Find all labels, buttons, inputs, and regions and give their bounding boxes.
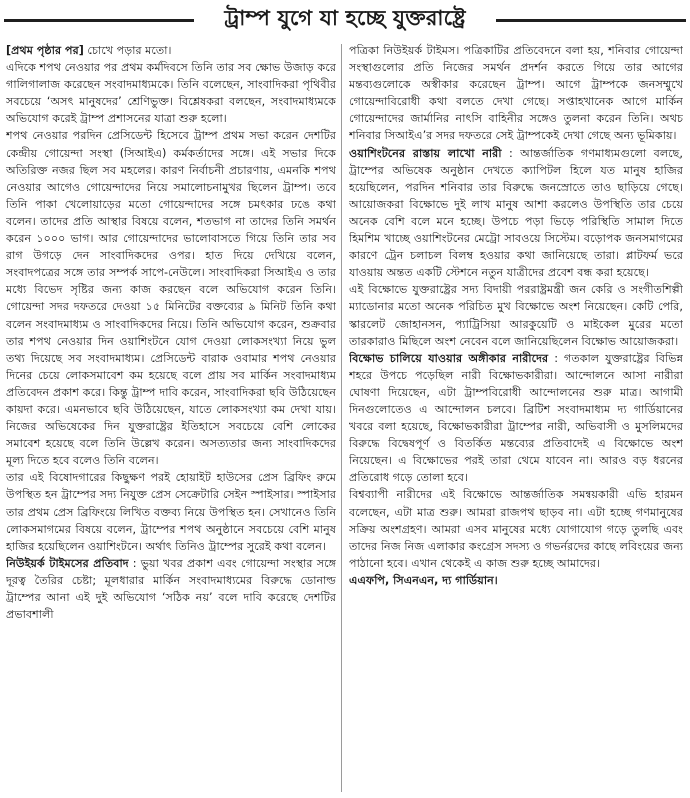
- column-divider: [341, 44, 342, 792]
- headline-rule-left: [4, 19, 194, 22]
- paragraph: [6, 555, 336, 623]
- article-column-right: [349, 42, 683, 794]
- paragraph: বিশ্বব্যাপী নারীদের এই বিক্ষোভে আন্তর্জাতিক সমন্বয়কারী এভি হারমন বলেছেন, এটা মাত্র শুরু। আমরা রাজপথ ছাড়ব না। এটা হচ্ছে গণমানুষের সক্রিয় অংশগ্রহণ। আমরা এসব মানুষের মধ্যে যোগাযোগ গড়ে তুলছি এবং তাদের নিজ নিজ এলাকার কংগ্রেস সদস্য ও গভর্নরদের কাছে লবিংয়ের জন্য পাঠানো হবে। এখান থেকেই এ কাজ শুরু হচ্ছে আমাদের।: [349, 488, 683, 570]
- source-credit: এএফপি, সিএনএন, দ্য গার্ডিয়ান।: [349, 573, 498, 587]
- continuation-marker: [প্রথম পৃষ্ঠার পর]: [6, 44, 84, 57]
- headline: ট্রাম্প যুগে যা হচ্ছে যুক্তরাষ্ট্রে: [224, 5, 466, 30]
- paragraph: [349, 350, 683, 487]
- subheading: নিউইয়র্ক টাইমসের প্রতিবাদ: [6, 556, 129, 570]
- headline-bar: [0, 0, 690, 40]
- paragraph-text: : ভুয়া খবর প্রকাশ এবং গোয়েন্দা সংস্থার সঙ্গে দূরত্ব তৈরির চেষ্টা; মূলধারার মার্কিন সংবাদমাধ্যমের বিরুদ্ধে ডোনাল্ড ট্রাম্পের আনা এই দুই অভিযোগ ‘সঠিক নয়’ বলে দাবি করেছে দেশটির প্রভাবশালী: [6, 556, 336, 622]
- paragraph-text: : গতকাল যুক্তরাষ্ট্রের বিভিন্ন শহরে উপচে পড়েছিল নারী বিক্ষোভকারীরা। আন্দোলনে আসা নারীরা ঘোষণা দিয়েছেন, এটা ট্রাম্পবিরোধী আন্দোলনের শুরু মাত্র। আগামী দিনগুলোতেও এ আন্দোলন চলবে। ব্রিটিশ সংবাদমাধ্যম দ্য গার্ডিয়ানের খবরে বলা হয়েছে, বিক্ষোভকারীরা ট্রাম্পের নারী, অভিবাসী ও মুসলিমদের বিরুদ্ধে বিদ্বেষপূর্ণ ও বিতর্কিত মন্তব্যের প্রতিবাদেই এ বিক্ষোভে অংশ নিয়েছেন। এ বিক্ষোভের পরই তারা থেমে যাবেন না। আরও বড় ধরনের প্রতিরোধ গড়ে তোলা হবে।: [349, 351, 683, 485]
- paragraph: [349, 145, 683, 282]
- headline-rule-right: [496, 19, 686, 22]
- article-column-left: [6, 42, 336, 794]
- paragraph: এদিকে শপথ নেওয়ার পর প্রথম কর্মদিবসে তিনি তার সব ক্ষোভ উজাড় করে গালিগালাজ করেছেন সংবাদমাধ্যমকে। তিনি বলেছেন, সাংবাদিকরা পৃথিবীর সবচেয়ে ‘অসৎ মানুষদের’ শ্রেণিভুক্ত। বিশ্লেষকরা বলছেন, সংবাদমাধ্যমকে অভিযোগ করেই ট্রাম্প প্রশাসনের যাত্রা শুরু হলো।: [6, 61, 336, 126]
- subheading: বিক্ষোভ চালিয়ে যাওয়ার অঙ্গীকার নারীদের: [349, 351, 549, 365]
- paragraph: শপথ নেওয়ার পরদিন প্রেসিডেন্ট হিসেবে ট্রাম্প প্রথম সভা করেন দেশটির কেন্দ্রীয় গোয়েন্দা সংস্থা (সিআইএ) কর্মকর্তাদের সঙ্গে। এই সভার দিকে অতিরিক্ত নজর ছিল সব মহলের। কারণ নির্বাচনী প্রচারণায়, এমনকি শপথ নেওয়ার আগেও গোয়েন্দাদের নিয়ে সমালোচনামুখর ছিলেন ট্রাম্প। তবে তিনি পাকা খেলোয়াড়ের মতো গোয়েন্দাদের সঙ্গে চমৎকার ঢঙে কথা বলেন। তাদের প্রতি আস্থার বিষয়ে বলেন, শতভাগ না তাদের তিনি সমর্থন করেন ১০০০ ভাগ। আর গোয়েন্দাদের ভালোবাসতে গিয়ে তিনি তার সব রাগ উগড়ে দেন সাংবাদিকদের ওপর। হাত দিয়ে দেখিয়ে বলেন, সংবাদপত্রের সঙ্গে তার সম্পর্ক সাপে-নেউলে। সাংবাদিকরা সিআইএ ও তার মধ্যে বিভেদ সৃষ্টির জন্য কাজ করছেন বলে অভিযোগ করেন তিনি। গোয়েন্দা সদর দফতরে দেওয়া ১৫ মিনিটের বক্তব্যের ৯ মিনিট তিনি কথা বলেন সংবাদমাধ্যম ও সাংবাদিকদের নিয়ে। তিনি অভিযোগ করেন, শুক্রবার তার শপথ নেওয়ার দিন ওয়াশিংটনে যোগ দেওয়া লোকসংখ্যা নিয়ে ভুল তথ্য দিয়েছে সব সংবাদমাধ্যম। প্রেসিডেন্ট বারাক ওবামার শপথ নেওয়ার দিনের চেয়ে লোকসমাবেশ কম হয়েছে বলে প্রায় সব মার্কিন সংবাদমাধ্যম প্রতিবেদন প্রকাশ করে। কিন্তু ট্রাম্প দাবি করেন, সাংবাদিকরা ছবি উঠিয়েছেন কায়দা করে। এমনভাবে ছবি উঠিয়েছেন, যাতে লোকসংখ্যা কম দেখা যায়। নিজের অভিষেকের দিন যুক্তরাষ্ট্রের ইতিহাসে সবচেয়ে বেশি লোকের সমাবেশ হয়েছে বলে তিনি উল্লেখ করেন। অসত্যতার জন্য সাংবাদিকদের মূল্য দিতে হবে বলেও তিনি বলেন।: [6, 129, 336, 468]
- subheading: ওয়াশিংটনের রাস্তায় লাখো নারী: [349, 146, 502, 160]
- paragraph: [6, 42, 336, 59]
- paragraph-text: চোখে পড়ার মতো।: [83, 44, 172, 57]
- paragraph-text: : আন্তর্জাতিক গণমাধ্যমগুলো বলছে, ট্রাম্পের অভিষেক অনুষ্ঠান দেখতে ক্যাপিটল হিলে যত মানুষ হাজির হয়েছিলেন, পরদিন শনিবার তার বিরুদ্ধে জনস্রোতে তাও ছাড়িয়ে গেছে। আয়োজকরা বিক্ষোভে দুই লাখ মানুষ আশা করলেও উপস্থিতি তার চেয়ে অনেক বেশি বলে মনে হচ্ছে। উপচে পড়া ভিড়ে পরিস্থিতি সামাল দিতে হিমশিম খাচ্ছে ওয়াশিংটনের মেট্রো সাবওয়ে সিস্টেম। বড়োপক জনসমাগমের কারণে ট্রেন চলাচল বিলম্ব হওয়ার কথা জানিয়েছে তারা। প্লাটফর্ম ভরে যাওয়ায় অন্তত একটি স্টেশনে নতুন যাত্রীদের প্রবেশ বন্ধ করা হয়েছে।: [349, 146, 683, 280]
- paragraph: পত্রিকা নিউইয়র্ক টাইমস। পত্রিকাটির প্রতিবেদনে বলা হয়, শনিবার গোয়েন্দা সংস্থাগুলোর প্রতি নিজের সমর্থন প্রদর্শন করতে গিয়ে তার আগের মন্তব্যগুলোকে অস্বীকার করেছেন ট্রাম্প। আগে ট্রাম্পকে জনসম্মুখে গোয়েন্দাবিরোধী কথা বলতে দেখা গেছে। সপ্তাহখানেক আগে মার্কিন গোয়েন্দাদের জার্মানির নাৎসি বাহিনীর সঙ্গেও তুলনা করেন তিনি। অথচ শনিবার সিআইএ’র সদর দফতরে সেই ট্রাম্পকেই দেখা গেছে অন্য ভূমিকায়।: [349, 44, 683, 143]
- paragraph: এই বিক্ষোভে যুক্তরাষ্ট্রের সদ্য বিদায়ী পররাষ্ট্রমন্ত্রী জন কেরি ও সংগীতশিল্পী ম্যাডোনার মতো অনেক পরিচিত মুখ বিক্ষোভে অংশ নিয়েছেন। কেটি পেরি, স্কারলেট জোহানসন, প্যাট্রিসিয়া আরকুয়েটি ও মাইকেল মুরের মতো তারকারাও মিছিলে অংশ নেবেন বলে জানিয়েছিলেন বিক্ষোভ আয়োজকরা।: [349, 283, 683, 348]
- paragraph: তার এই বিষোদগারের কিছুক্ষণ পরই হোয়াইট হাউসের প্রেস ব্রিফিং রুমে উপস্থিত হন ট্রাম্পের সদ্য নিযুক্ত প্রেস সেক্রেটারি সেইন স্পাইসার। স্পাইসার তার প্রথম প্রেস ব্রিফিংয়ে লিখিত বক্তব্য নিয়ে উপস্থিত হন। সেখানেও তিনি লোকসমাগমের বিষয়ে বলেন, ট্রাম্পের শপথ অনুষ্ঠানে সবচেয়ে বেশি মানুষ হাজির হয়েছিলেন ওয়াশিংটনে। অর্থাৎ তিনিও ট্রাম্পের সুরেই কথা বলেন।: [6, 471, 336, 553]
